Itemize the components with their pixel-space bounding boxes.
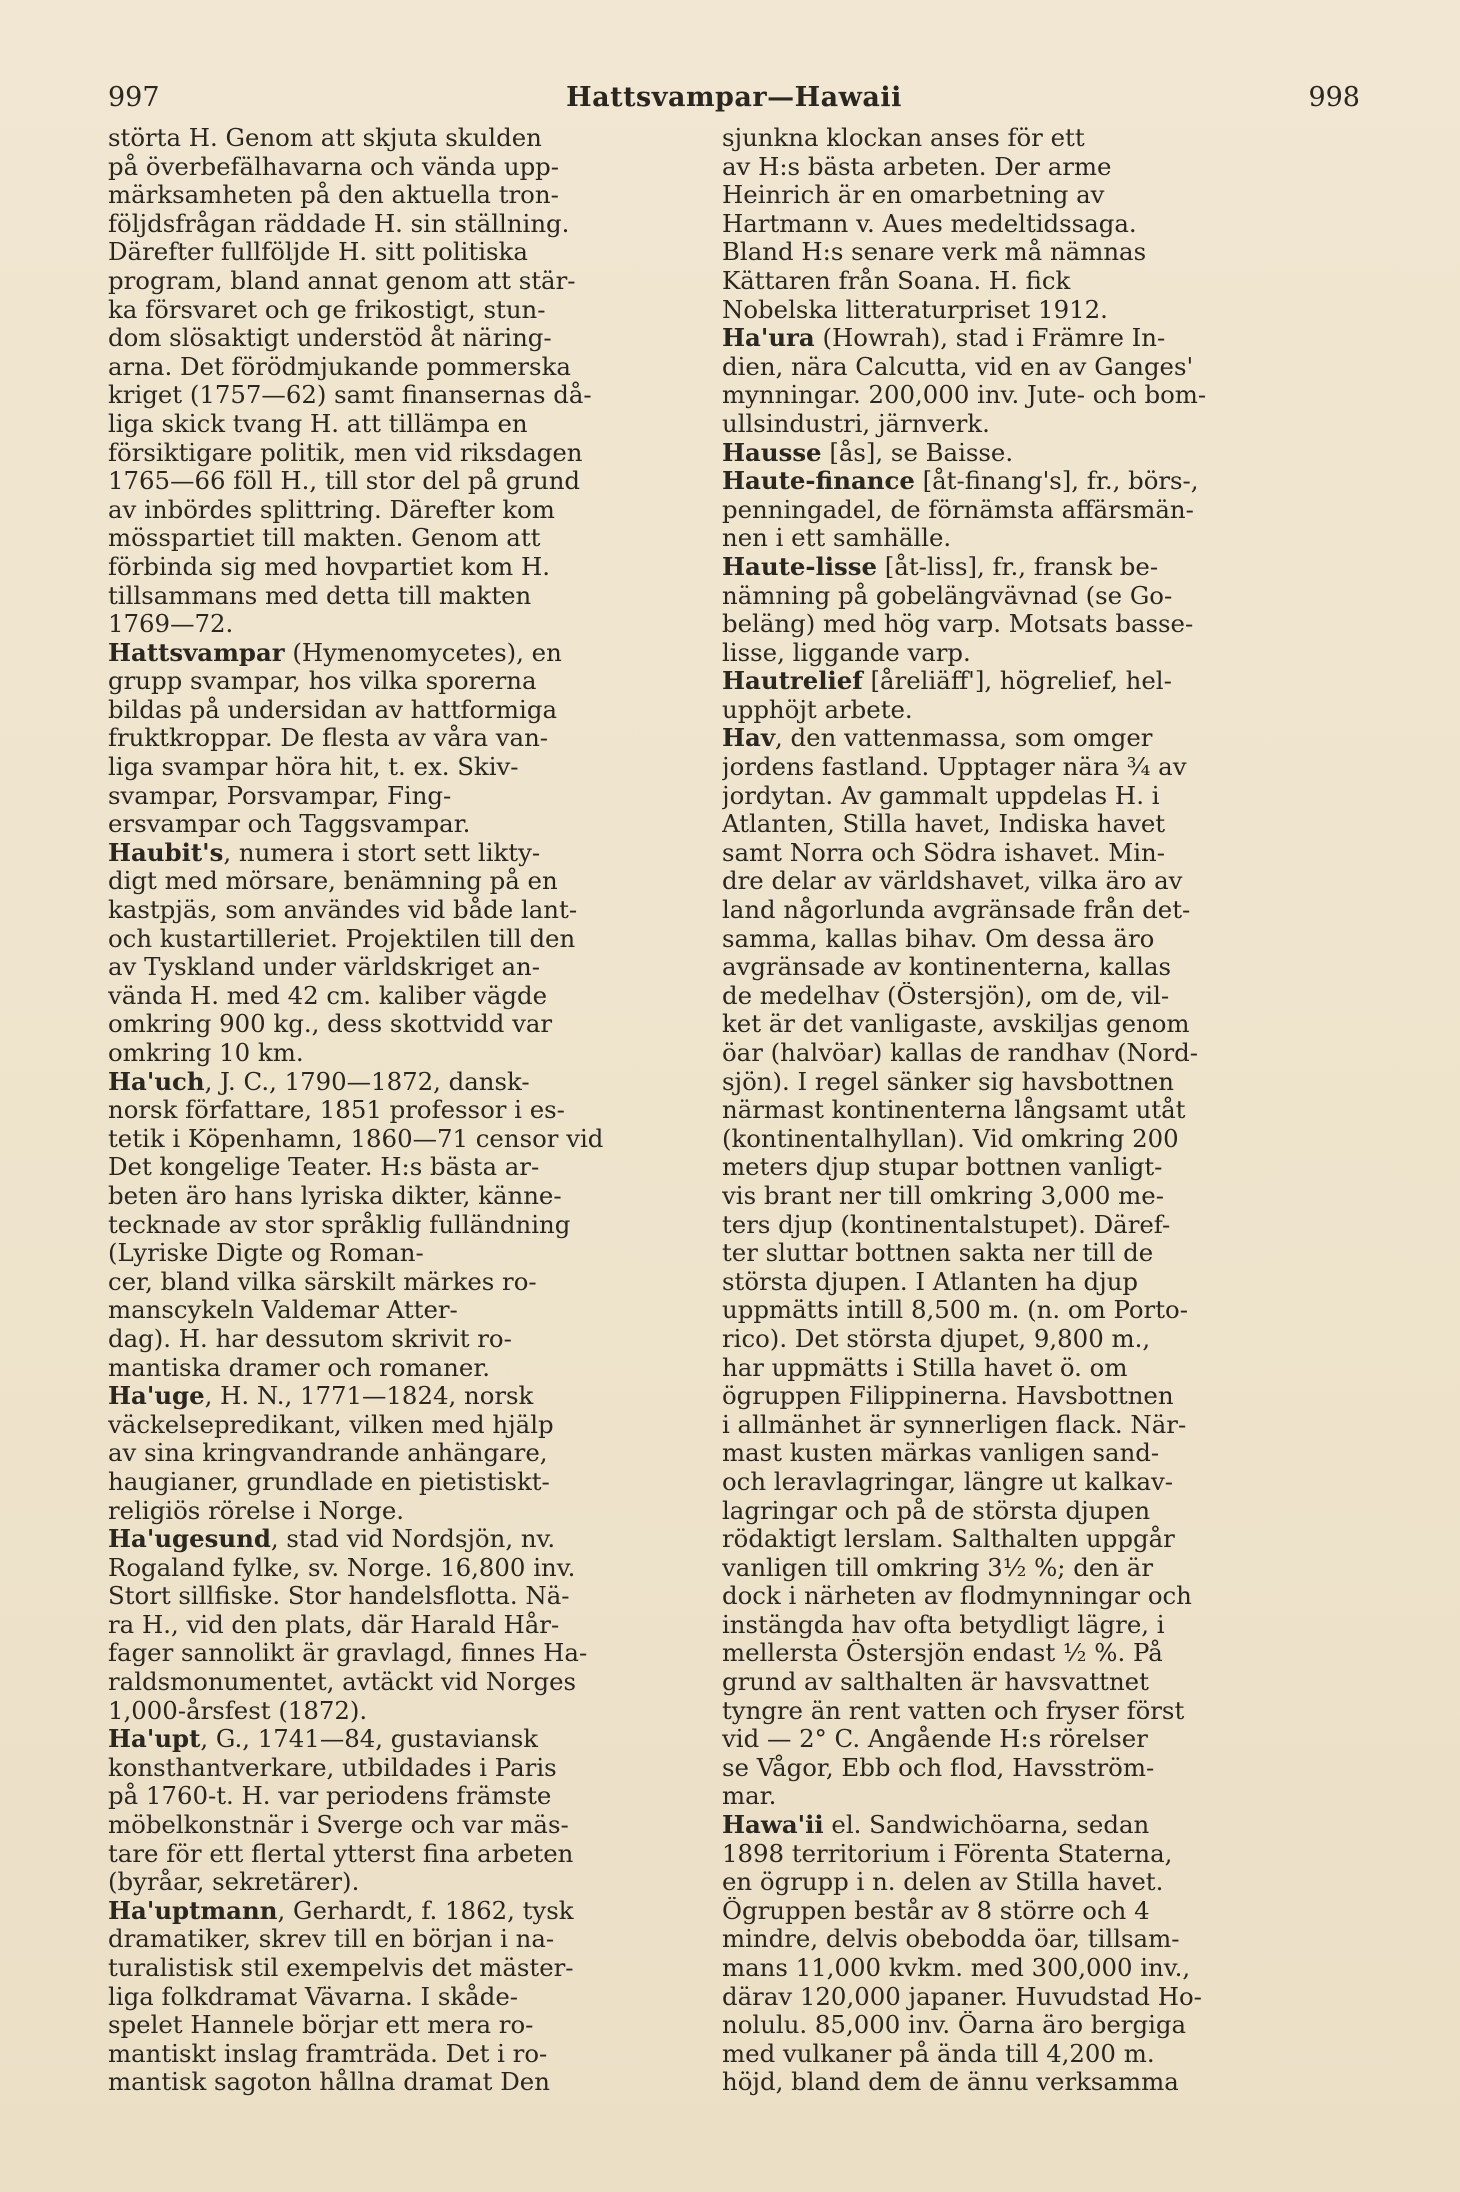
text-line: ullsindustri, järnverk.: [722, 409, 990, 438]
text-line: vända H. med 42 cm. kaliber vägde: [108, 981, 548, 1010]
text-line: av H:s bästa arbeten. Der arme: [722, 152, 1112, 181]
text-line: av sina kringvandrande anhängare,: [108, 1439, 548, 1468]
text-line: Ha'uge, H. N., 1771—1824, norsk: [108, 1382, 534, 1411]
text-line: grupp svampar, hos vilka sporerna: [108, 667, 537, 696]
text-line: förbinda sig med hovpartiet kom H.: [108, 552, 550, 581]
text-line: liga svampar höra hit, t. ex. Skiv-: [108, 753, 519, 782]
text-line: tillsammans med detta till makten: [108, 581, 532, 610]
text-line: ket är det vanligaste, avskiljas genom: [722, 1010, 1190, 1039]
text-line: spelet Hannele börjar ett mera ro-: [108, 2011, 534, 2040]
text-line: Rogaland fylke, sv. Norge. 16,800 inv.: [108, 1553, 576, 1582]
text-line: Nobelska litteraturpriset 1912.: [722, 295, 1108, 324]
text-line: mantiskt inslag framträda. Det i ro-: [108, 2039, 548, 2068]
text-line: nolulu. 85,000 inv. Öarna äro bergiga: [722, 2011, 1187, 2040]
text-line: sjunkna klockan anses för ett: [722, 124, 1085, 152]
text-line: ters djup (kontinentalstupet). Däref-: [722, 1210, 1171, 1239]
text-line: har uppmätts i Stilla havet ö. om: [722, 1353, 1128, 1382]
text-line: och kustartilleriet. Projektilen till den: [108, 924, 576, 953]
text-line: svampar, Porsvampar, Fing-: [108, 781, 452, 810]
text-line: 1,000-årsfest (1872).: [108, 1696, 368, 1725]
text-line: märksamheten på den aktuella tron-: [108, 181, 559, 210]
text-line: Ha'ugesund, stad vid Nordsjön, nv.: [108, 1525, 556, 1554]
page-number-left: 997: [108, 82, 160, 113]
text-line: samt Norra och Södra ishavet. Min-: [722, 838, 1165, 867]
text-line: vis brant ner till omkring 3,000 me-: [722, 1181, 1164, 1210]
text-line: Hautrelief [åreliäff'], högrelief, hel-: [722, 667, 1172, 696]
text-line: manscykeln Valdemar Atter-: [108, 1296, 458, 1325]
text-line: tetik i Köpenhamn, 1860—71 censor vid: [108, 1124, 604, 1153]
text-line: Haute-lisse [åt-liss], fr., fransk be-: [722, 552, 1159, 581]
text-line: Ha'upt, G., 1741—84, gustaviansk: [108, 1725, 539, 1754]
text-line: Heinrich är en omarbetning av: [722, 181, 1105, 210]
text-line: se Vågor, Ebb och flod, Havsström-: [722, 1753, 1155, 1782]
text-line: tecknade av stor språklig fulländning: [108, 1210, 571, 1239]
text-line: därav 120,000 japaner. Huvudstad Ho-: [722, 1982, 1202, 2011]
text-line: (byråar, sekretärer).: [108, 1868, 360, 1897]
text-line: sjön). I regel sänker sig havsbottnen: [722, 1067, 1174, 1096]
text-line: de medelhav (Östersjön), om de, vil-: [722, 981, 1170, 1010]
text-line: följdsfrågan räddade H. sin ställning.: [108, 209, 570, 238]
text-line: mantiska dramer och romaner.: [108, 1353, 491, 1382]
text-line: jordytan. Av gammalt uppdelas H. i: [722, 781, 1160, 810]
text-line: turalistisk stil exempelvis det mäster-: [108, 1954, 574, 1982]
text-line: Hartmann v. Aues medeltidssaga.: [722, 209, 1137, 238]
text-line: Ha'uch, J. C., 1790—1872, dansk-: [108, 1067, 530, 1096]
text-line: mindre, delvis obebodda öar, tillsam-: [722, 1925, 1180, 1954]
text-line: och leravlagringar, längre ut kalkav-: [722, 1467, 1174, 1496]
text-line: 1898 territorium i Förenta Staterna,: [722, 1839, 1173, 1868]
text-line: fruktkroppar. De flesta av våra van-: [108, 724, 549, 753]
text-line: mantisk sagoton hållna dramat Den: [108, 2068, 550, 2097]
text-line: försiktigare politik, men vid riksdagen: [108, 438, 583, 467]
text-line: digt med mörsare, benämning på en: [108, 867, 558, 896]
text-line: kriget (1757—62) samt finansernas då-: [108, 381, 592, 410]
text-line: omkring 10 km.: [108, 1039, 304, 1067]
text-line: mellersta Östersjön endast ½ %. På: [722, 1639, 1163, 1668]
text-line: på 1760-t. H. var periodens främste: [108, 1782, 552, 1811]
text-line: ter sluttar bottnen sakta ner till de: [722, 1239, 1154, 1268]
text-line: (kontinentalhyllan). Vid omkring 200: [722, 1124, 1179, 1153]
text-line: liga folkdramat Vävarna. I skåde-: [108, 1982, 519, 2011]
text-line: Atlanten, Stilla havet, Indiska havet: [722, 810, 1166, 839]
text-line: fager sannolikt är gravlagd, finnes Ha-: [108, 1639, 588, 1668]
text-line: grund av salthalten är havsvattnet: [722, 1668, 1149, 1697]
text-line: ersvampar och Taggsvampar.: [108, 810, 471, 839]
text-line: höjd, bland dem de ännu verksamma: [722, 2068, 1179, 2097]
text-line: på överbefälhavarna och vända upp-: [108, 152, 560, 181]
text-line: mast kusten märkas vanligen sand-: [722, 1439, 1160, 1468]
text-line: av Tyskland under världskriget an-: [108, 953, 540, 982]
text-line: dre delar av världshavet, vilka äro av: [722, 867, 1183, 896]
text-line: dag). H. har dessutom skrivit ro-: [108, 1324, 512, 1353]
text-line: i allmänhet är synnerligen flack. När-: [722, 1410, 1187, 1439]
text-line: en ögrupp i n. delen av Stilla havet.: [722, 1868, 1164, 1897]
text-line: penningadel, de förnämsta affärsmän-: [722, 495, 1194, 524]
text-line: uppmätts intill 8,500 m. (n. om Porto-: [722, 1296, 1188, 1325]
text-line: nämning på gobelängvävnad (se Go-: [722, 581, 1173, 610]
text-line: (Lyriske Digte og Roman-: [108, 1239, 424, 1268]
text-line: av inbördes splittring. Därefter kom: [108, 495, 555, 524]
text-line: bildas på undersidan av hattformiga: [108, 695, 557, 724]
text-line: ra H., vid den plats, där Harald Hår-: [108, 1610, 560, 1639]
text-line: vid — 2° C. Angående H:s rörelser: [722, 1725, 1148, 1754]
text-line: konsthantverkare, utbildades i Paris: [108, 1753, 557, 1782]
text-line: dramatiker, skrev till en början i na-: [108, 1925, 555, 1954]
text-line: Haute-finance [åt-finang's], fr., börs-,: [722, 467, 1199, 496]
text-line: kastpjäs, som användes vid både lant-: [108, 896, 578, 925]
text-line: mans 11,000 kvkm. med 300,000 inv.,: [722, 1954, 1191, 1982]
text-line: möbelkonstnär i Sverge och var mäs-: [108, 1811, 569, 1840]
text-line: rico). Det största djupet, 9,800 m.,: [722, 1324, 1151, 1353]
text-line: lisse, liggande varp.: [722, 638, 971, 667]
text-line: 1765—66 föll H., till stor del på grund: [108, 467, 581, 496]
page-header: [108, 82, 1360, 122]
text-line: program, bland annat genom att stär-: [108, 266, 576, 295]
text-line: vanligen till omkring 3½ %; den är: [722, 1553, 1153, 1582]
text-line: beten äro hans lyriska dikter, känne-: [108, 1181, 562, 1210]
text-line: Ha'uptmann, Gerhardt, f. 1862, tysk: [108, 1896, 574, 1925]
text-line: cer, bland vilka särskilt märkes ro-: [108, 1267, 537, 1296]
text-line: Ögruppen består av 8 större och 4: [722, 1896, 1150, 1925]
text-line: Kättaren från Soana. H. fick: [722, 266, 1071, 295]
text-line: Det kongelige Teater. H:s bästa ar-: [108, 1153, 540, 1182]
text-line: upphöjt arbete.: [722, 695, 913, 724]
text-line: Därefter fullföljde H. sitt politiska: [108, 238, 528, 267]
text-line: nen i ett samhälle.: [722, 524, 952, 553]
text-line: 1769—72.: [108, 610, 234, 639]
text-line: dock i närheten av flodmynningar och: [722, 1582, 1192, 1611]
text-line: tare för ett flertal ytterst fina arbeten: [108, 1839, 574, 1868]
text-line: arna. Det förödmjukande pommerska: [108, 352, 571, 381]
text-line: instängda hav ofta betydligt lägre, i: [722, 1610, 1165, 1639]
text-line: störta H. Genom att skjuta skulden: [108, 124, 542, 152]
text-line: rödaktigt lerslam. Salthalten uppgår: [722, 1525, 1175, 1554]
text-line: med vulkaner på ända till 4,200 m.: [722, 2039, 1155, 2068]
text-line: norsk författare, 1851 professor i es-: [108, 1096, 565, 1125]
left-column: [108, 124, 708, 2097]
text-line: öar (halvöar) kallas de randhav (Nord-: [722, 1039, 1199, 1067]
text-line: omkring 900 kg., dess skottvidd var: [108, 1010, 553, 1039]
text-line: meters djup stupar bottnen vanligt-: [722, 1153, 1163, 1182]
text-line: närmast kontinenterna långsamt utåt: [722, 1096, 1186, 1125]
running-head: Hattsvampar—Hawaii: [566, 82, 902, 113]
text-line: Hav, den vattenmassa, som omger: [722, 724, 1153, 753]
text-line: mar.: [722, 1782, 777, 1811]
text-line: Ha'ura (Howrah), stad i Främre In-: [722, 324, 1166, 353]
text-line: lagringar och på de största djupen: [722, 1496, 1151, 1525]
text-line: ögruppen Filippinerna. Havsbottnen: [722, 1382, 1174, 1411]
text-line: religiös rörelse i Norge.: [108, 1496, 405, 1525]
text-line: största djupen. I Atlanten ha djup: [722, 1267, 1139, 1296]
text-line: samma, kallas bihav. Om dessa äro: [722, 924, 1155, 953]
text-line: Stort sillfiske. Stor handelsflotta. Nä-: [108, 1582, 570, 1611]
text-line: dom slösaktigt understöd åt näring-: [108, 324, 552, 353]
text-line: Bland H:s senare verk må nämnas: [722, 238, 1147, 267]
text-line: mösspartiet till makten. Genom att: [108, 524, 541, 553]
page-number-right: 998: [1308, 82, 1360, 113]
text-line: raldsmonumentet, avtäckt vid Norges: [108, 1668, 577, 1697]
right-column: [722, 124, 1322, 2097]
text-line: haugianer, grundlade en pietistiskt-: [108, 1467, 550, 1496]
text-line: mynningar. 200,000 inv. Jute- och bom-: [722, 381, 1207, 410]
text-line: avgränsade av kontinenterna, kallas: [722, 953, 1172, 982]
text-line: Haubit's, numera i stort sett likty-: [108, 838, 541, 867]
text-line: tyngre än rent vatten och fryser först: [722, 1696, 1185, 1725]
text-line: dien, nära Calcutta, vid en av Ganges': [722, 352, 1194, 381]
text-line: jordens fastland. Upptager nära ¾ av: [722, 753, 1187, 782]
text-line: liga skick tvang H. att tillämpa en: [108, 409, 528, 438]
text-line: Hausse [ås], se Baisse.: [722, 438, 1014, 467]
text-line: ka försvaret och ge frikostigt, stun-: [108, 295, 546, 324]
text-line: land någorlunda avgränsade från det-: [722, 896, 1191, 925]
text-line: Hawa'ii el. Sandwichöarna, sedan: [722, 1811, 1150, 1840]
text-line: beläng) med hög varp. Motsats basse-: [722, 610, 1194, 639]
text-line: väckelsepredikant, vilken med hjälp: [108, 1410, 554, 1439]
text-line: Hattsvampar (Hymenomycetes), en: [108, 638, 562, 667]
